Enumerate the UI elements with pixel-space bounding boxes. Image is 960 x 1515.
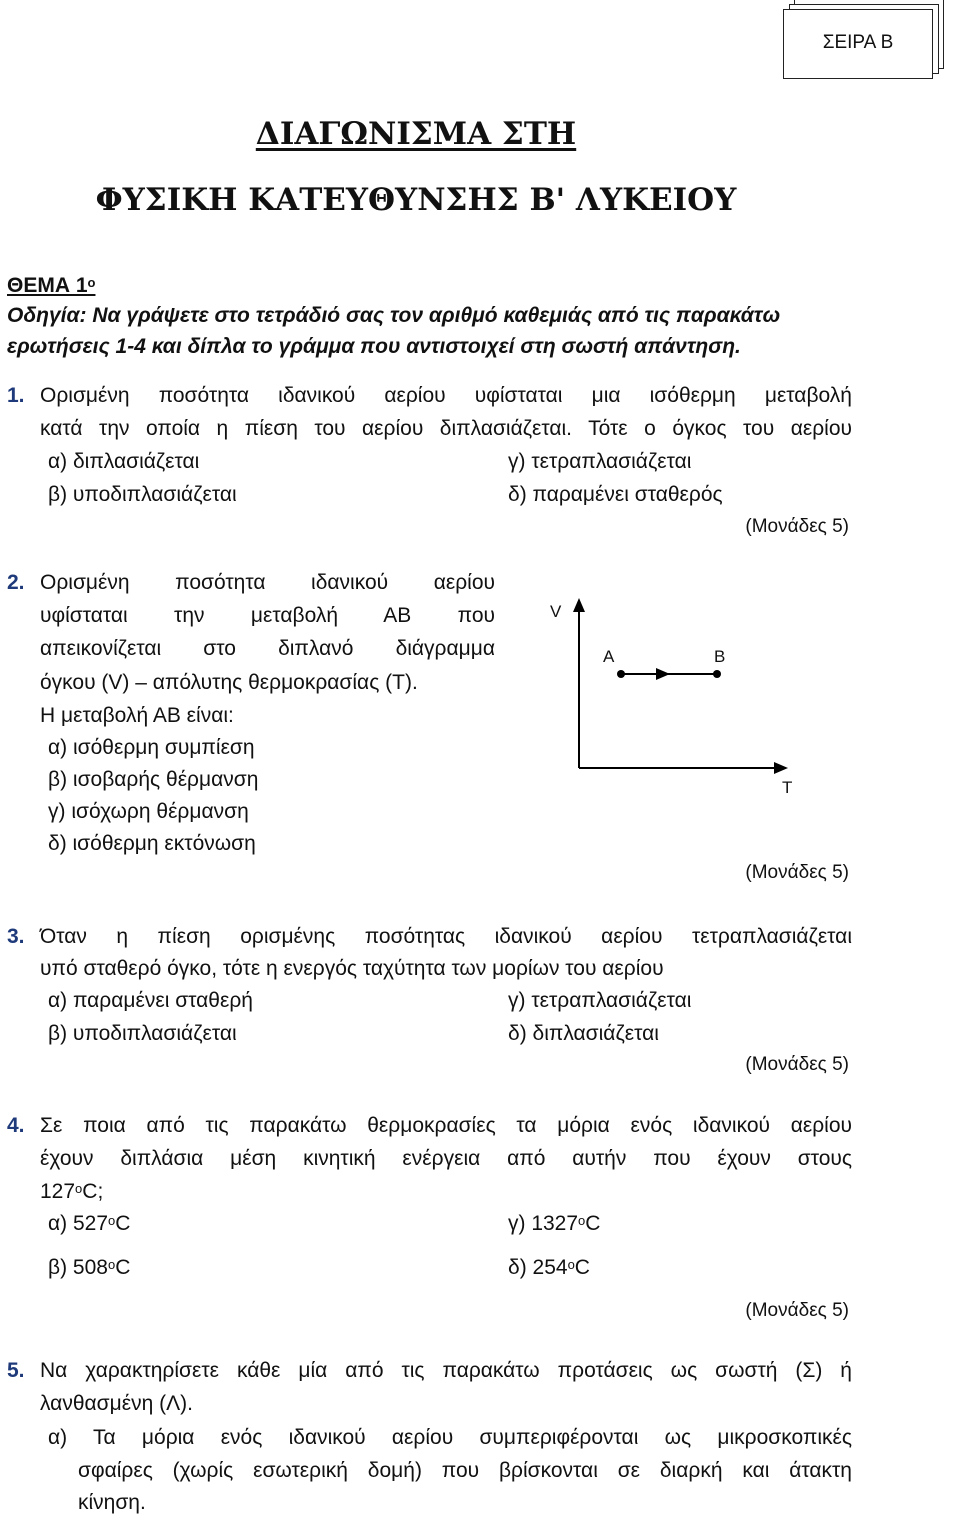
topic-instruction-1: Οδηγία: Να γράψετε στο τετράδιό σας τον αριθμό καθεμιάς από τις παρακάτω	[7, 304, 781, 327]
q4-line-2: έχουν διπλάσια μέση κινητική ενέργεια από αυτήν που έχουν στους	[40, 1147, 852, 1170]
q4-points: (Μονάδες 5)	[745, 1300, 849, 1321]
q2-option-b: β) ισοβαρής θέρμανση	[48, 768, 259, 791]
topic-sup: ο	[87, 275, 96, 290]
q3-number: 3.	[7, 925, 25, 948]
q2-option-a: α) ισόθερμη συμπίεση	[48, 736, 255, 759]
q3-line-1: Όταν η πίεση ορισμένης ποσότητας ιδανικού αερίου τετραπλασιάζεται	[40, 925, 852, 948]
vt-diagram	[530, 590, 830, 810]
q4-line-3	[40, 1181, 103, 1202]
x-axis-arrowhead	[774, 762, 788, 774]
point-a-label: A	[603, 647, 615, 666]
q3-option-d: δ) διπλασιάζεται	[508, 1022, 659, 1045]
q4-option-b	[48, 1257, 130, 1278]
q5-line-1: Να χαρακτηρίσετε κάθε μία από τις παρακάτω προτάσεις ως σωστή (Σ) ή	[40, 1359, 852, 1382]
q2-line-5: Η μεταβολή ΑΒ είναι:	[40, 704, 234, 727]
q3-line-2: υπό σταθερό όγκο, τότε η ενεργός ταχύτητα των μορίων του αερίου	[40, 957, 664, 980]
q4-option-d-unit: C	[574, 1256, 590, 1279]
q2-line-4: όγκου (V) – απόλυτης θερμοκρασίας (Τ).	[40, 671, 418, 694]
topic-instruction-2: ερωτήσεις 1-4 και δίπλα το γράμμα που αντιστοιχεί στη σωστή απάντηση.	[7, 335, 741, 358]
q5-statement-a-line-1: α) Τα μόρια ενός ιδανικού αερίου συμπεριφέρονται ως μικροσκοπικές	[48, 1426, 852, 1449]
q4-option-b-degree: ο	[107, 1257, 116, 1272]
q4-option-a-unit: C	[115, 1212, 131, 1235]
q3-option-a: α) παραμένει σταθερή	[48, 989, 253, 1012]
q1-points: (Μονάδες 5)	[745, 516, 849, 537]
point-b-label: B	[714, 647, 726, 666]
q1-option-a: α) διπλασιάζεται	[48, 450, 200, 473]
q4-line-1: Σε ποια από τις παρακάτω θερμοκρασίες τα μόρια ενός ιδανικού αερίου	[40, 1114, 852, 1137]
q4-option-c-value: γ) 1327	[508, 1212, 579, 1235]
q4-option-b-unit: C	[115, 1256, 131, 1279]
q4-option-a	[48, 1213, 130, 1234]
q1-option-b: β) υποδιπλασιάζεται	[48, 483, 237, 506]
q2-option-d: δ) ισόθερμη εκτόνωση	[48, 832, 256, 855]
q2-option-c: γ) ισόχωρη θέρμανση	[48, 800, 249, 823]
q2-line-1: Ορισμένη ποσότητα ιδανικού αερίου	[40, 571, 495, 594]
q2-number: 2.	[7, 571, 25, 594]
q3-points: (Μονάδες 5)	[745, 1054, 849, 1075]
q4-option-d	[508, 1257, 590, 1278]
q5-statement-a-line-3: κίνηση.	[78, 1491, 146, 1514]
q4-line-3-unit: C;	[82, 1180, 104, 1203]
q4-option-a-value: α) 527	[48, 1212, 109, 1235]
point-b	[713, 670, 721, 678]
q3-option-c: γ) τετραπλασιάζεται	[508, 989, 692, 1012]
q1-option-c: γ) τετραπλασιάζεται	[508, 450, 692, 473]
title-line-1: ΔΙΑΓΩΝΙΣΜΑ ΣΤΗ	[255, 116, 577, 152]
y-axis-arrowhead	[573, 598, 585, 612]
q2-line-2: υφίσταται την μεταβολή ΑΒ που	[40, 604, 495, 627]
title-line-2: ΦΥΣΙΚΗ ΚΑΤΕΥΘΥΝΣΗΣ Β' ΛΥΚΕΙΟΥ	[95, 182, 737, 218]
q1-line-1: Ορισμένη ποσότητα ιδανικού αερίου υφίσταται μια ισόθερμη μεταβολή	[40, 384, 852, 407]
series-badge	[783, 9, 933, 79]
topic-label: ΘΕΜΑ 1	[7, 274, 88, 297]
point-a	[617, 670, 625, 678]
q4-option-c	[508, 1213, 600, 1234]
q5-number: 5.	[7, 1359, 25, 1382]
q2-points: (Μονάδες 5)	[745, 862, 849, 883]
q4-number: 4.	[7, 1114, 25, 1137]
q3-option-b: β) υποδιπλασιάζεται	[48, 1022, 237, 1045]
y-axis-label: V	[550, 602, 562, 621]
q4-option-a-degree: ο	[108, 1213, 116, 1228]
q4-line-3-value: 127	[40, 1180, 76, 1203]
q2-line-3: απεικονίζεται στο διπλανό διάγραμμα	[40, 637, 495, 660]
q4-option-d-degree: ο	[567, 1257, 575, 1272]
process-ab-arrowhead	[656, 668, 670, 680]
q1-number: 1.	[7, 384, 25, 407]
q4-option-d-value: δ) 254	[508, 1256, 568, 1279]
series-badge-label: ΣΕΙΡΑ Β	[822, 32, 894, 53]
q5-line-2: λανθασμένη (Λ).	[40, 1392, 193, 1415]
q1-option-d: δ) παραμένει σταθερός	[508, 483, 723, 506]
topic-heading	[7, 275, 95, 296]
q5-statement-a-line-2: σφαίρες (χωρίς εσωτερική δομή) που βρίσκονται σε διαρκή και άτακτη	[78, 1459, 852, 1482]
q4-line-3-degree: ο	[75, 1181, 83, 1196]
q4-option-b-value: β) 508	[48, 1256, 108, 1279]
q4-option-c-degree: ο	[578, 1213, 586, 1228]
x-axis-label: T	[782, 778, 793, 797]
q1-line-2: κατά την οποία η πίεση του αερίου διπλασιάζεται. Τότε ο όγκος του αερίου	[40, 417, 852, 440]
q4-option-c-unit: C	[585, 1212, 601, 1235]
